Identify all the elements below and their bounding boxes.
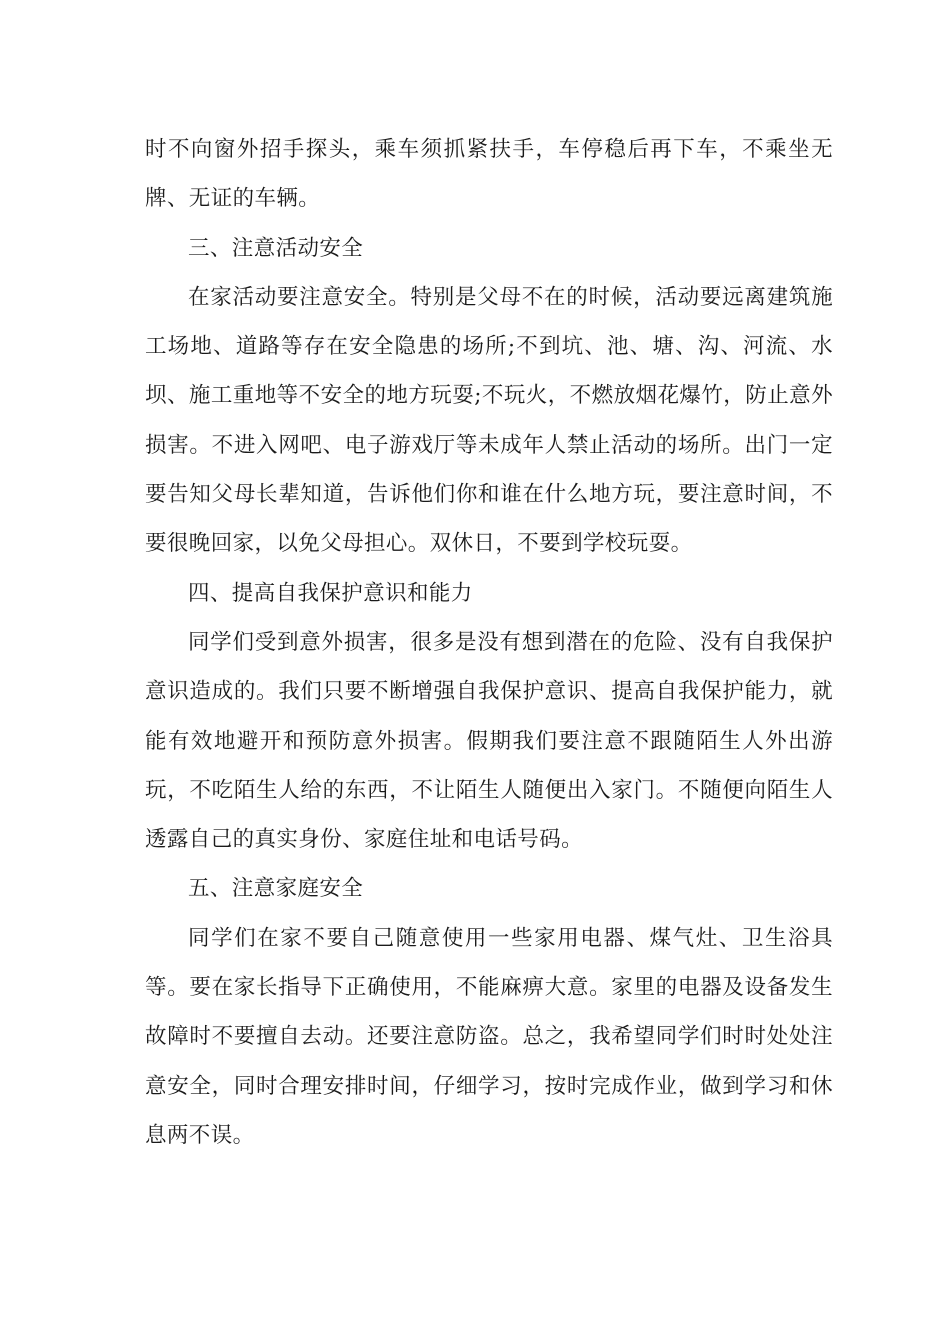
section-heading-activity-safety: 三、注意活动安全 [188, 235, 364, 261]
section-heading-home-safety: 五、注意家庭安全 [188, 876, 364, 902]
paragraph-continuation: 时不向窗外招手探头，乘车须抓紧扶手，车停稳后再下车，不乘坐无牌、无证的车辆。 [145, 137, 833, 212]
paragraph-self-protection: 同学们受到意外损害，很多是没有想到潜在的危险、没有自我保护意识造成的。我们只要不断增强自我保护意识、提高自我保护能力，就能有效地避开和预防意外损害。假期我们要注意不跟随陌生人外出游玩，不吃陌生人给的东西，不让陌生人随便出入家门。不随便向陌生人透露自己的真实身份、家庭住址和电话号码。 [145, 629, 833, 853]
section-heading-self-protection: 四、提高自我保护意识和能力 [188, 580, 473, 606]
paragraph-home-safety: 同学们在家不要自己随意使用一些家用电器、煤气灶、卫生浴具等。要在家长指导下正确使用，不能麻痹大意。家里的电器及设备发生故障时不要擅自去动。还要注意防盗。总之，我希望同学们时时处处注意安全，同时合理安排时间，仔细学习，按时完成作业，做到学习和休息两不误。 [145, 925, 833, 1148]
document-page [145, 125, 833, 1160]
paragraph-activity-safety: 在家活动要注意安全。特别是父母不在的时候，活动要远离建筑施工场地、道路等存在安全隐患的场所;不到坑、池、塘、沟、河流、水坝、施工重地等不安全的地方玩耍;不玩火，不燃放烟花爆竹，防止意外损害。不进入网吧、电子游戏厅等未成年人禁止活动的场所。出门一定要告知父母长辈知道，告诉他们你和谁在什么地方玩，要注意时间，不要很晚回家，以免父母担心。双休日，不要到学校玩耍。 [145, 284, 833, 557]
